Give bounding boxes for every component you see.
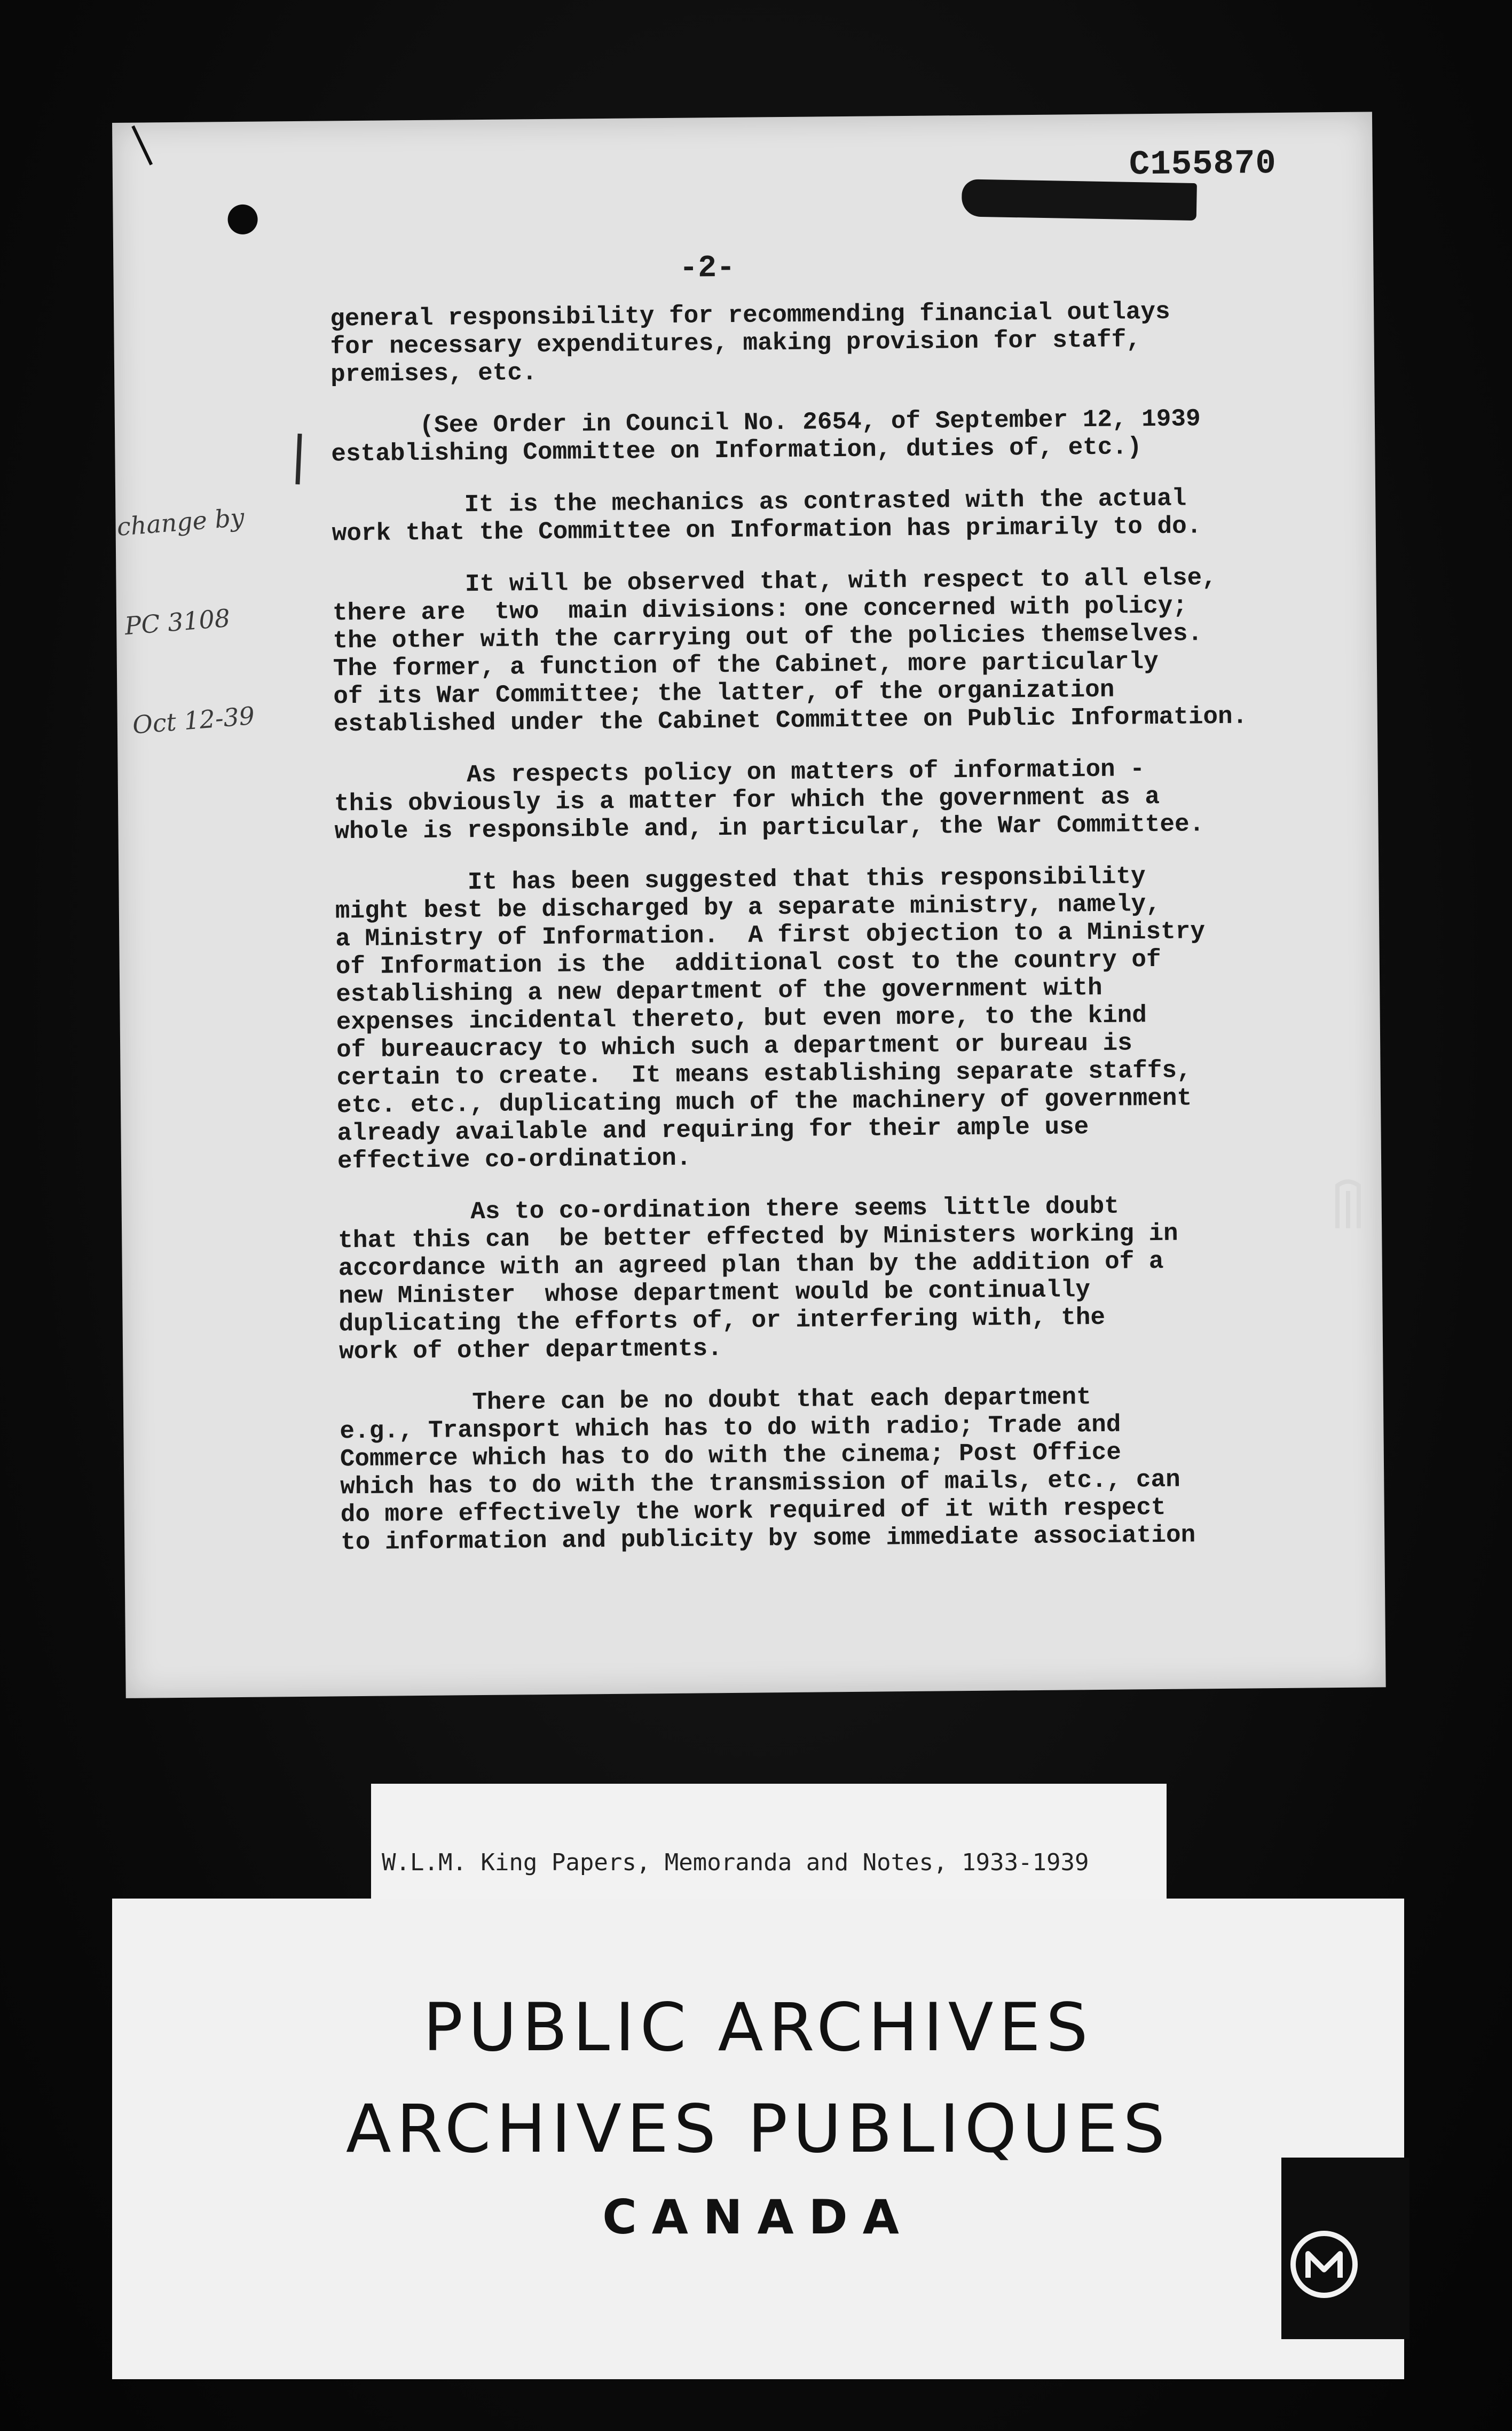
typed-line: As respects policy on matters of information -	[334, 755, 1145, 790]
typed-paragraph	[334, 753, 1381, 845]
typed-line: duplicating the efforts of, or interfering with, the	[338, 1303, 1106, 1338]
typed-line: of Information is the additional cost to the country of	[335, 945, 1161, 981]
margin-note-line: change by	[115, 503, 246, 542]
typed-line: for necessary expenditures, making provision for staff,	[330, 326, 1141, 361]
typed-line: the other with the carrying out of the policies themselves.	[333, 619, 1203, 655]
typed-line: work that the Committee on Information has primarily to do.	[332, 512, 1202, 548]
typed-line: effective co-ordination.	[337, 1144, 691, 1175]
typed-line: that this can be better effected by Ministers working in	[338, 1219, 1178, 1255]
typed-line: work of other departments.	[338, 1335, 723, 1366]
typed-line: There can be no doubt that each department	[339, 1383, 1091, 1418]
typed-line: It will be observed that, with respect to all else,	[332, 563, 1217, 600]
typed-line: etc. etc., duplicating much of the machinery of government	[336, 1084, 1192, 1120]
typed-line: expenses incidental thereto, but even more, to the kind	[336, 1001, 1147, 1037]
margin-bar-mark	[295, 434, 302, 484]
typed-line: e.g., Transport which has to do with radio; Trade and	[340, 1410, 1121, 1446]
typed-line: established under the Cabinet Committee on Public Information.	[333, 702, 1248, 739]
typed-line: new Minister whose department would be continually	[338, 1276, 1091, 1311]
punch-hole	[227, 205, 257, 234]
typed-line: Commerce which has to do with the cinema; Post Office	[340, 1438, 1122, 1473]
archives-title-french: ARCHIVES PUBLIQUES	[345, 2091, 1171, 2168]
redaction-mark	[962, 179, 1197, 221]
typed-line: a Ministry of Information. A first objection to a Ministry	[335, 917, 1206, 953]
citation-line: W.L.M. King Papers, Memoranda and Notes, 1933-1939	[382, 1849, 1089, 1876]
typed-line: premises, etc.	[330, 359, 537, 389]
typed-paragraph	[331, 403, 1378, 468]
typed-page	[112, 112, 1386, 1698]
typed-line: (See Order in Council No. 2654, of September 12, 1939	[330, 405, 1201, 441]
margin-note-line: Oct 12-39	[131, 701, 256, 740]
typed-paragraph	[340, 1381, 1388, 1556]
film-edge-mark-icon	[1329, 1175, 1367, 1234]
typed-body	[330, 296, 1388, 1580]
typed-line: general responsibility for recommending financial outlays	[329, 297, 1170, 333]
typed-line: of its War Committee; the latter, of the organization	[333, 676, 1115, 711]
typed-paragraph	[338, 1190, 1386, 1366]
reference-code: C155870	[1129, 144, 1277, 185]
citation-strip	[371, 1784, 1167, 1909]
typed-paragraph	[332, 562, 1380, 738]
public-archives-logo-icon	[1287, 2227, 1361, 2302]
typed-paragraph	[335, 860, 1384, 1175]
typed-line: of bureaucracy to which such a department or bureau is	[336, 1029, 1132, 1064]
typed-paragraph	[332, 483, 1379, 547]
typed-paragraph	[330, 296, 1377, 388]
typed-line: The former, a function of the Cabinet, more particularly	[333, 647, 1159, 683]
typed-line: there are two main divisions: one concerned with policy;	[332, 592, 1188, 628]
typed-line: accordance with an agreed plan than by the addition of a	[338, 1247, 1164, 1283]
archives-title-english: PUBLIC ARCHIVES	[423, 1989, 1093, 2066]
typed-line: certain to create. It means establishing separate staffs,	[336, 1056, 1192, 1092]
typed-line: which has to do with the transmission of mails, etc., can	[340, 1465, 1180, 1501]
margin-note-line: PC 3108	[123, 603, 231, 641]
typed-line: whole is responsible and, in particular, the War Committee.	[334, 810, 1204, 846]
typed-line: It has been suggested that this responsibility	[335, 862, 1146, 898]
page-number: -2-	[679, 250, 736, 286]
typed-line: this obviously is a matter for which the government as a	[334, 782, 1160, 818]
typed-line: establishing Committee on Information, duties of, etc.)	[331, 433, 1142, 468]
typed-line: It is the mechanics as contrasted with the actual	[332, 484, 1187, 520]
typed-line: to information and publicity by some immediate association	[340, 1521, 1196, 1557]
archives-country: CANADA	[602, 2190, 914, 2245]
margin-note	[111, 430, 314, 807]
typed-line: do more effectively the work required of it with respect	[340, 1493, 1166, 1529]
typed-line: establishing a new department of the government with	[336, 974, 1102, 1009]
archives-card	[112, 1899, 1404, 2379]
typed-line: might best be discharged by a separate ministry, namely,	[335, 890, 1161, 926]
typed-line: As to co-ordination there seems little doubt	[337, 1192, 1120, 1227]
typed-line: already available and requiring for their ample use	[337, 1113, 1089, 1148]
